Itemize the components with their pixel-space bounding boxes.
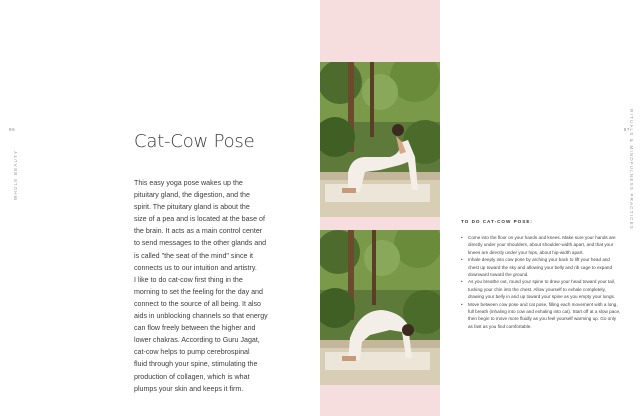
right-page [440,0,640,416]
list-item: • As you breathe out, round your spine to draw your head toward your tail, tucking your chin into the chest. Allow yourself to exhale completely, drawing your belly in and up toward your spine as you empty your lungs. [461,278,621,300]
instructions-heading: TO DO CAT-COW POSE: [461,219,533,224]
running-head-right: RITUALS & MINDFULNESS PRACTICES [629,109,634,230]
cow-pose-illustration [320,62,440,217]
page-title: Cat-Cow Pose [134,131,255,152]
cat-pose-illustration [320,230,440,385]
list-item: • Inhale deeply into cow pose by arching your back to lift your head and chest up toward the sky and allowing your belly and rib cage to expand downward toward the ground. [461,256,621,278]
instructions-list [461,234,621,330]
page-number-right: 97 [623,127,630,132]
list-item: • Come into the floor on your hands and knees. Make sure your hands are directly under your shoulders, about shoulder-width apart, and that your knees are directly under your hips, about hip-width apart. [461,234,621,256]
running-head-left: WHOLE BEAUTY [13,149,18,200]
body-paragraph: This easy yoga pose wakes up the pituitary gland, the digestion, and the spirit. The pituitary gland is about the size of a pea and is located at the base of the brain. It acts as a main control center to send messages to the other glands and is called "the seat of the mind" since it connects us to our intuition and artistry. I like to do cat-cow first thing in the morning to set the feeling for the day and connect to the source of all being. It also aids in unblocking channels so that energy can flow freely between the higher and lower chakras. According to Guru Jagat, cat-cow helps to pump cerebrospinal fluid through your spine, stimulating the production of collagen, which is what plumps your skin and keeps it firm. [134,179,268,393]
cat-pose-photo [320,230,440,385]
list-item: • Move between cow pose and cat pose, filling each movement with a long, full breath (inhaling into cow and exhaling into cat). Start off at a slow pace, then begin to move more fluidly as you feel yourself warming up. Go only as fast as you find comfortable. [461,301,621,331]
page-number-left: 96 [9,127,16,132]
cow-pose-photo [320,62,440,217]
